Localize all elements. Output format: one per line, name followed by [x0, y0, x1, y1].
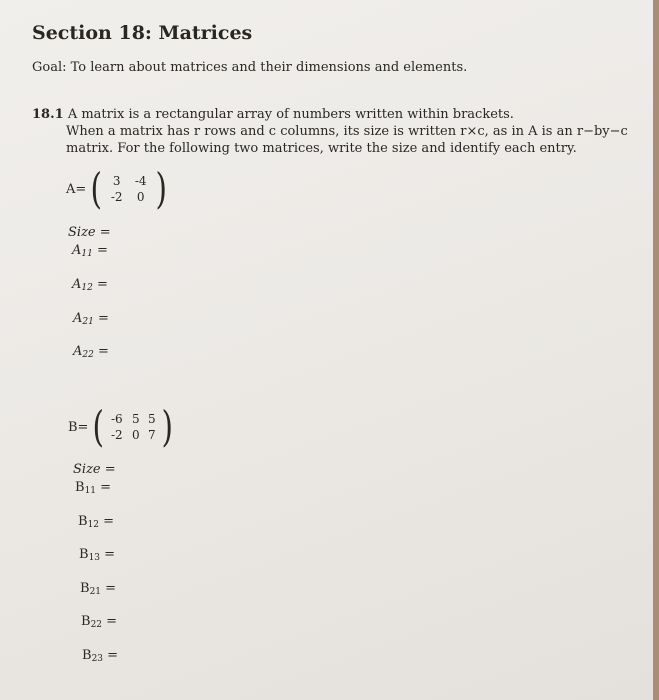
problem-line-3: matrix. For the following two matrices, write the size and identify each entry. — [66, 141, 577, 156]
entry-sub: 11 — [84, 486, 97, 496]
entry-eq: = — [101, 581, 117, 596]
right-paren: ) — [161, 402, 173, 451]
size-a: Size = — [68, 225, 111, 240]
matrix-b-grid — [107, 412, 159, 442]
matrix-cell: 5 — [132, 412, 140, 426]
entry-eq: = — [99, 514, 115, 529]
entry-eq: = — [93, 311, 109, 326]
entry-sub: 23 — [91, 654, 104, 664]
entry-b13 — [79, 547, 115, 563]
entry-a11 — [72, 243, 108, 259]
entry-eq: = — [100, 547, 116, 562]
entry-b22 — [81, 614, 117, 630]
entry-eq: = — [103, 648, 119, 663]
matrix-a-grid — [105, 174, 153, 204]
entry-b21 — [80, 581, 116, 597]
matrix-cell: 7 — [148, 428, 156, 442]
entry-base: A — [73, 311, 83, 326]
matrix-cell: -2 — [110, 428, 123, 442]
entry-base: B — [79, 547, 89, 562]
entry-sub: 22 — [90, 620, 103, 630]
goal-text: Goal: To learn about matrices and their dimensions and elements. — [32, 60, 468, 75]
problem-line-1-text: A matrix is a rectangular array of numbers written within brackets. — [67, 107, 514, 122]
entry-base: B — [80, 581, 90, 596]
entry-sub: 21 — [82, 317, 94, 327]
matrix-a — [66, 164, 169, 213]
problem-line-2: When a matrix has r rows and c columns, its size is written r×c, as in A is an r−by−c — [66, 124, 628, 139]
entry-a22 — [73, 344, 109, 360]
entry-base: A — [72, 243, 82, 258]
entry-sub: 12 — [87, 520, 100, 530]
entry-eq: = — [102, 614, 118, 629]
matrix-b — [68, 402, 175, 451]
section-title: Section 18: Matrices — [32, 22, 253, 44]
left-paren: ( — [92, 402, 105, 451]
entry-base: A — [72, 277, 82, 292]
size-b: Size = — [73, 462, 116, 477]
matrix-cell: -4 — [134, 174, 147, 188]
matrix-cell: 3 — [112, 174, 121, 188]
entry-a12 — [72, 277, 108, 293]
entry-eq: = — [96, 480, 112, 495]
entry-eq: = — [92, 243, 108, 258]
entry-b12 — [78, 514, 114, 530]
matrix-b-label: B= — [68, 419, 89, 435]
entry-eq: = — [92, 277, 108, 292]
entry-base: B — [82, 648, 92, 663]
problem-line-1 — [32, 107, 514, 122]
matrix-cell: 0 — [136, 190, 145, 204]
entry-a21 — [73, 311, 109, 327]
matrix-cell: -6 — [110, 412, 123, 426]
entry-eq: = — [93, 344, 109, 359]
entry-sub: 11 — [81, 249, 93, 259]
left-paren: ( — [90, 164, 103, 213]
right-paren: ) — [155, 164, 167, 213]
entry-base: B — [75, 480, 85, 495]
entry-base: B — [78, 514, 88, 529]
problem-18-1 — [32, 106, 632, 157]
entry-base: B — [81, 614, 91, 629]
matrix-cell: 5 — [148, 412, 156, 426]
entry-sub: 22 — [82, 350, 94, 360]
page-edge — [653, 0, 659, 700]
entry-sub: 21 — [89, 587, 102, 597]
matrix-cell: 0 — [132, 428, 140, 442]
entry-sub: 13 — [88, 553, 101, 563]
problem-number: 18.1 — [32, 107, 64, 122]
entry-b11 — [75, 480, 111, 496]
entry-base: A — [73, 344, 83, 359]
matrix-cell: -2 — [110, 190, 123, 204]
entry-sub: 12 — [81, 283, 93, 293]
entry-b23 — [82, 648, 118, 664]
matrix-a-label: A= — [66, 181, 87, 197]
